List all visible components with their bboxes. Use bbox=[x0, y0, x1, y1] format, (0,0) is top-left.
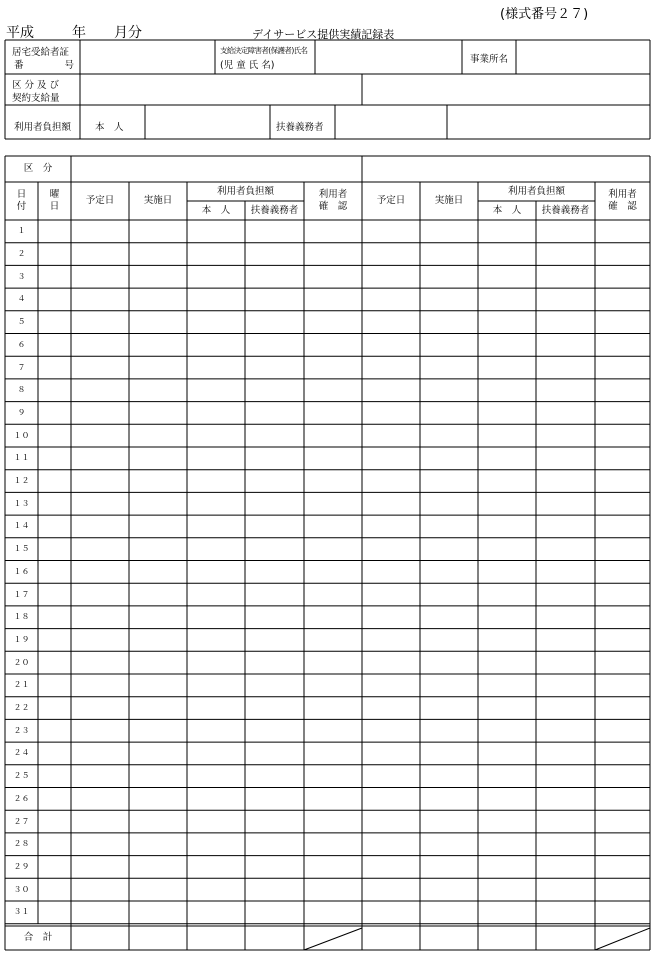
form-number: (様式番号２７) bbox=[500, 7, 589, 22]
total-confirm-diagonal-right bbox=[595, 928, 650, 950]
category-label-line1: 区 分 及 び bbox=[12, 80, 60, 91]
day-header-label bbox=[5, 182, 38, 220]
supporter-header-left: 扶養義務者 bbox=[250, 204, 299, 216]
day-number-cell: １８ bbox=[13, 612, 30, 622]
day-number-cell: １６ bbox=[13, 566, 30, 576]
planned-header-right: 予定日 bbox=[376, 195, 406, 206]
category-label-line2: 契約支給量 bbox=[12, 93, 60, 104]
recipient-cert-label-line1: 居宅受給者証 bbox=[12, 47, 70, 58]
header-supporter-label: 扶養義務者 bbox=[276, 122, 324, 133]
confirm-header-left bbox=[304, 182, 362, 220]
day-number-cell: １ bbox=[17, 226, 26, 236]
recipient-cert-label-number bbox=[14, 57, 74, 71]
self-header-right: 本 人 bbox=[492, 204, 522, 216]
period-month-unit: 月分 bbox=[114, 25, 142, 41]
day-header-line1: 日 bbox=[16, 189, 27, 200]
day-header-line2: 付 bbox=[16, 201, 27, 212]
day-number-cell: １０ bbox=[13, 430, 30, 440]
actual-header-left: 実施日 bbox=[143, 195, 173, 206]
period-year-unit: 年 bbox=[72, 25, 86, 41]
day-number-cell: ２７ bbox=[13, 816, 30, 826]
day-number-cell: ２１ bbox=[13, 680, 30, 690]
day-number-cell: １３ bbox=[13, 498, 30, 508]
confirm-header-right bbox=[595, 182, 650, 220]
confirm-header-right-line1: 利用者 bbox=[608, 189, 637, 200]
recipient-cert-label-gou: 号 bbox=[64, 60, 74, 71]
recipient-cert-label-ban: 番 bbox=[14, 60, 24, 71]
day-number-cell: ２８ bbox=[13, 839, 30, 849]
day-number-cell: １７ bbox=[13, 589, 30, 599]
day-number-cell: ３１ bbox=[13, 907, 30, 917]
child-name-label: (児 童 氏 名) bbox=[220, 60, 275, 71]
day-number-cell: ３０ bbox=[13, 884, 30, 894]
header-self-label: 本 人 bbox=[95, 122, 124, 133]
day-number-cell: ２５ bbox=[13, 771, 30, 781]
day-number-cell: １９ bbox=[13, 634, 30, 644]
header-burden-label: 利用者負担額 bbox=[14, 122, 72, 133]
burden-header-left: 利用者負担額 bbox=[216, 185, 274, 197]
day-number-cell: １４ bbox=[13, 521, 30, 531]
total-row-label: 合 計 bbox=[23, 932, 53, 943]
guardian-name-label: 支給決定障害者(保護者)氏名 bbox=[220, 46, 308, 55]
day-number-cell: ８ bbox=[17, 385, 26, 395]
day-number-cell: ２６ bbox=[13, 793, 30, 803]
day-number-cell: ３ bbox=[17, 271, 26, 281]
total-confirm-diagonal-left bbox=[304, 928, 362, 950]
day-number-cell: ６ bbox=[17, 339, 26, 349]
recipient-cert-label bbox=[12, 44, 69, 58]
day-number-cell: ２ bbox=[17, 249, 26, 259]
day-number-cell: ２３ bbox=[13, 725, 30, 735]
day-number-cell: ２０ bbox=[13, 657, 30, 667]
weekday-header-line2: 日 bbox=[49, 201, 60, 212]
confirm-header-left-line2: 確 認 bbox=[318, 201, 348, 212]
confirm-header-right-line2: 確 認 bbox=[608, 201, 637, 212]
day-number-cell: ２９ bbox=[13, 861, 30, 871]
day-number-cell: ２４ bbox=[13, 748, 30, 758]
day-number-cell: ７ bbox=[17, 362, 26, 372]
day-number-cell: ４ bbox=[17, 294, 26, 304]
confirm-header-left-line1: 利用者 bbox=[318, 189, 348, 200]
day-number-cell: ２２ bbox=[13, 703, 30, 713]
supporter-header-right: 扶養義務者 bbox=[541, 204, 590, 216]
day-number-cell: １１ bbox=[13, 453, 30, 463]
category-header-label: 区 分 bbox=[23, 163, 53, 174]
day-number-cell: １５ bbox=[13, 544, 30, 554]
weekday-header-label bbox=[38, 182, 71, 220]
form-title: デイサービス提供実績記録表 bbox=[252, 28, 395, 41]
period-era: 平成 bbox=[6, 25, 34, 41]
burden-header-right: 利用者負担額 bbox=[507, 185, 565, 197]
day-number-cell: ５ bbox=[17, 317, 26, 327]
office-name-label: 事業所名 bbox=[470, 54, 509, 65]
weekday-header-line1: 曜 bbox=[49, 189, 60, 200]
planned-header-left: 予定日 bbox=[85, 195, 115, 206]
actual-header-right: 実施日 bbox=[434, 195, 464, 206]
day-number-cell: ９ bbox=[17, 407, 26, 417]
day-number-cell: １２ bbox=[13, 476, 30, 486]
self-header-left: 本 人 bbox=[201, 204, 231, 216]
